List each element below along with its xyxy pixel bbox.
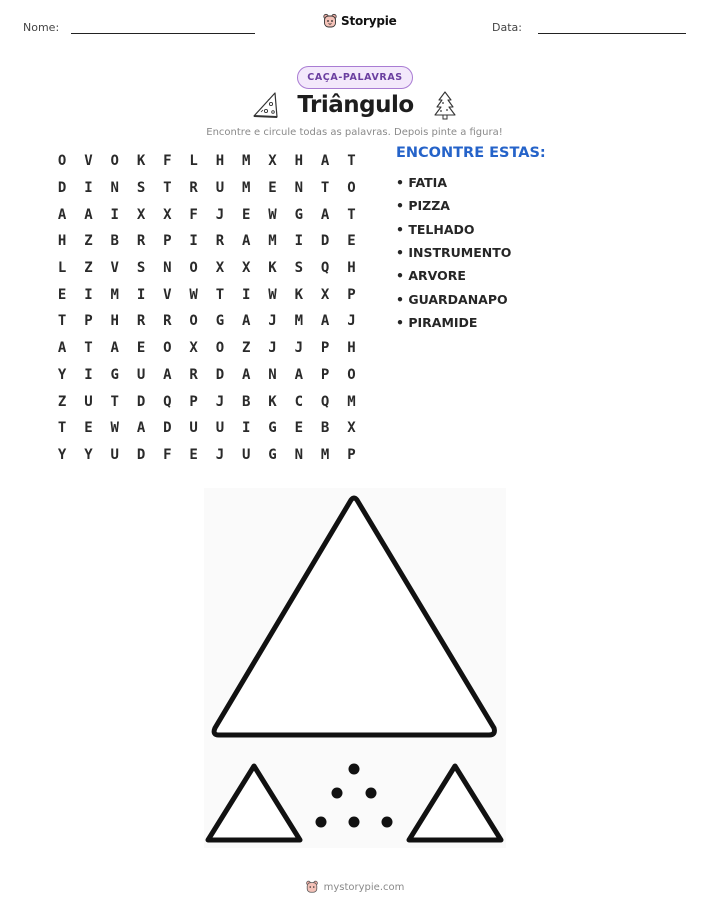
grid-letter[interactable]: O [110,153,119,170]
pine-tree-icon [432,90,458,120]
grid-letter[interactable]: E [57,286,67,303]
grid-letter[interactable]: K [268,393,277,410]
grid-letter[interactable]: H [110,313,119,330]
grid-letter[interactable]: T [57,313,67,330]
grid-letter[interactable]: M [294,313,304,330]
grid-letter[interactable]: J [347,313,356,330]
grid-letter[interactable]: X [215,260,225,277]
grid-letter[interactable]: I [110,206,119,223]
grid-letter[interactable]: D [215,366,225,383]
grid-letter[interactable]: O [189,260,198,277]
grid-letter[interactable]: N [268,366,277,383]
grid-letter[interactable]: Y [57,366,67,383]
grid-letter[interactable]: B [242,393,251,410]
grid-row [49,442,365,469]
grid-letter[interactable]: G [268,420,277,437]
grid-letter[interactable]: O [215,340,225,357]
title-row [0,90,709,120]
grid-letter[interactable]: Z [57,393,67,410]
word-list-item: • TELHADO [396,221,475,237]
grid-letter[interactable]: J [268,313,277,330]
grid-letter[interactable]: Y [57,446,67,463]
grid-row [49,362,365,389]
grid-letter[interactable]: U [215,180,225,197]
word-list-title: ENCONTRE ESTAS: [396,145,546,161]
grid-letter[interactable]: T [163,180,172,197]
grid-row [49,415,365,442]
grid-letter[interactable]: V [84,153,93,170]
triangle-coloring-figure[interactable] [204,488,506,848]
grid-letter[interactable]: P [347,446,356,463]
pizza-slice-icon [251,90,279,120]
word-search-grid[interactable] [49,148,365,468]
grid-letter[interactable]: H [347,260,356,277]
grid-letter[interactable]: X [268,153,277,170]
grid-letter[interactable]: P [84,313,93,330]
grid-letter[interactable]: Z [84,260,93,277]
grid-letter[interactable]: S [136,180,146,197]
grid-letter[interactable]: K [136,153,146,170]
grid-letter[interactable]: E [189,446,198,463]
word-list [396,171,511,334]
grid-letter[interactable]: A [294,366,304,383]
grid-letter[interactable]: B [110,233,119,250]
grid-letter[interactable]: I [84,286,93,303]
grid-letter[interactable]: O [189,313,198,330]
date-label: Data: [492,21,522,34]
grid-letter[interactable]: U [189,420,198,437]
grid-letter[interactable]: I [84,366,93,383]
grid-letter[interactable]: O [57,153,67,170]
grid-letter[interactable]: V [163,286,172,303]
brand-name: Storypie [341,14,397,28]
name-label: Nome: [23,21,60,34]
grid-letter[interactable]: M [320,446,330,463]
grid-letter[interactable]: U [215,420,225,437]
grid-letter[interactable]: A [136,420,146,437]
grid-letter[interactable]: U [110,446,119,463]
grid-letter[interactable]: A [242,313,251,330]
grid-letter[interactable]: O [347,180,356,197]
grid-row [49,335,365,362]
grid-letter[interactable]: Q [163,393,172,410]
grid-letter[interactable]: U [136,366,146,383]
grid-letter[interactable]: A [57,206,67,223]
grid-letter[interactable]: T [110,393,119,410]
grid-letter[interactable]: Q [320,393,330,410]
grid-row [49,281,365,308]
grid-letter[interactable]: A [242,233,251,250]
grid-row [49,255,365,282]
grid-letter[interactable]: E [136,340,146,357]
grid-letter[interactable]: P [163,233,172,250]
grid-letter[interactable]: X [136,206,146,223]
grid-row [49,228,365,255]
grid-letter[interactable]: H [347,340,356,357]
grid-letter[interactable]: H [215,153,225,170]
grid-letter[interactable]: P [347,286,356,303]
grid-letter[interactable]: D [136,393,146,410]
grid-letter[interactable]: M [347,393,356,410]
grid-letter[interactable]: R [189,366,198,383]
date-field-line[interactable] [538,33,686,34]
grid-letter[interactable]: R [189,180,198,197]
grid-letter[interactable]: M [242,153,251,170]
grid-letter[interactable]: T [215,286,225,303]
grid-letter[interactable]: D [163,420,172,437]
grid-letter[interactable]: H [294,153,304,170]
grid-letter[interactable]: A [320,206,330,223]
grid-letter[interactable]: B [320,420,330,437]
grid-letter[interactable]: A [320,153,330,170]
grid-letter[interactable]: J [215,393,225,410]
grid-letter[interactable]: T [320,180,330,197]
grid-letter[interactable]: D [57,180,67,197]
grid-letter[interactable]: X [189,340,198,357]
grid-letter[interactable]: I [84,180,93,197]
grid-letter[interactable]: Q [320,260,330,277]
instructions: Encontre e circule todas as palavras. Depois pinte a figura! [206,127,503,138]
grid-letter[interactable]: O [163,340,172,357]
word-list-item: • INSTRUMENTO [396,245,512,261]
grid-letter[interactable]: P [189,393,198,410]
grid-letter[interactable]: M [268,233,277,250]
grid-letter[interactable]: D [320,233,330,250]
grid-letter[interactable]: L [189,153,198,170]
name-field-line[interactable] [71,33,255,34]
grid-letter[interactable]: I [242,286,251,303]
grid-letter[interactable]: X [347,420,356,437]
grid-letter[interactable]: X [320,286,330,303]
grid-letter[interactable]: W [189,286,198,303]
grid-letter[interactable]: U [84,393,93,410]
category-badge: CAÇA-PALAVRAS [297,66,413,89]
grid-letter[interactable]: F [163,153,172,170]
grid-letter[interactable]: E [242,206,251,223]
grid-letter[interactable]: G [294,206,304,223]
grid-letter[interactable]: J [215,206,225,223]
grid-letter[interactable]: H [57,233,67,250]
grid-letter[interactable]: G [215,313,225,330]
grid-letter[interactable]: M [110,286,119,303]
page-title: Triângulo [297,92,414,118]
grid-letter[interactable]: N [163,260,172,277]
grid-letter[interactable]: S [294,260,304,277]
grid-letter[interactable]: C [294,393,304,410]
grid-letter[interactable]: J [215,446,225,463]
grid-letter[interactable]: K [268,260,277,277]
grid-letter[interactable]: A [242,366,251,383]
grid-letter[interactable]: N [294,446,304,463]
grid-letter[interactable]: Z [242,340,251,357]
grid-row [49,201,365,228]
word-list-item: • FATIA [396,175,448,191]
grid-letter[interactable]: F [189,206,198,223]
grid-letter[interactable]: A [320,313,330,330]
word-list-item: • PIZZA [396,198,450,214]
grid-letter[interactable]: I [242,420,251,437]
word-list-item: • PIRAMIDE [396,314,478,330]
grid-row [49,308,365,335]
grid-letter[interactable]: L [57,260,67,277]
storypie-mascot-icon [322,13,338,29]
word-list-item: • GUARDANAPO [396,291,508,307]
grid-letter[interactable]: E [268,180,277,197]
grid-letter[interactable]: R [163,313,172,330]
grid-letter[interactable]: J [294,340,304,357]
word-list-item: • ARVORE [396,268,466,284]
grid-letter[interactable]: S [136,260,146,277]
grid-letter[interactable]: T [347,153,356,170]
grid-row [49,148,365,175]
grid-letter[interactable]: I [294,233,304,250]
grid-letter[interactable]: E [347,233,356,250]
grid-letter[interactable]: W [268,286,277,303]
grid-letter[interactable]: E [294,420,304,437]
grid-letter[interactable]: T [84,340,93,357]
grid-letter[interactable]: N [110,180,119,197]
grid-letter[interactable]: U [242,446,251,463]
grid-letter[interactable]: A [84,206,93,223]
grid-letter[interactable]: T [347,206,356,223]
grid-letter[interactable]: D [136,446,146,463]
grid-letter[interactable]: A [57,340,67,357]
brand-logo [322,13,397,29]
grid-letter[interactable]: G [268,446,277,463]
grid-letter[interactable]: X [163,206,172,223]
grid-letter[interactable]: F [163,446,172,463]
grid-letter[interactable]: P [320,340,330,357]
grid-letter[interactable]: R [136,233,146,250]
grid-letter[interactable]: G [110,366,119,383]
footer-url[interactable]: mystorypie.com [323,881,405,893]
grid-letter[interactable]: O [347,366,356,383]
grid-letter[interactable]: N [294,180,304,197]
grid-letter[interactable]: W [268,206,277,223]
grid-row [49,175,365,202]
grid-letter[interactable]: A [110,340,119,357]
grid-letter[interactable]: T [57,420,67,437]
grid-letter[interactable]: R [215,233,225,250]
grid-letter[interactable]: R [136,313,146,330]
grid-letter[interactable]: Z [84,233,93,250]
grid-letter[interactable]: M [242,180,251,197]
grid-letter[interactable]: V [110,260,119,277]
grid-letter[interactable]: I [136,286,146,303]
grid-letter[interactable]: E [84,420,93,437]
grid-letter[interactable]: A [163,366,172,383]
grid-letter[interactable]: X [242,260,251,277]
grid-letter[interactable]: Y [84,446,93,463]
storypie-mascot-icon [305,880,319,894]
grid-letter[interactable]: I [189,233,198,250]
footer [0,880,709,894]
grid-letter[interactable]: J [268,340,277,357]
grid-letter[interactable]: W [110,420,119,437]
grid-letter[interactable]: K [294,286,304,303]
grid-letter[interactable]: P [320,366,330,383]
grid-row [49,388,365,415]
